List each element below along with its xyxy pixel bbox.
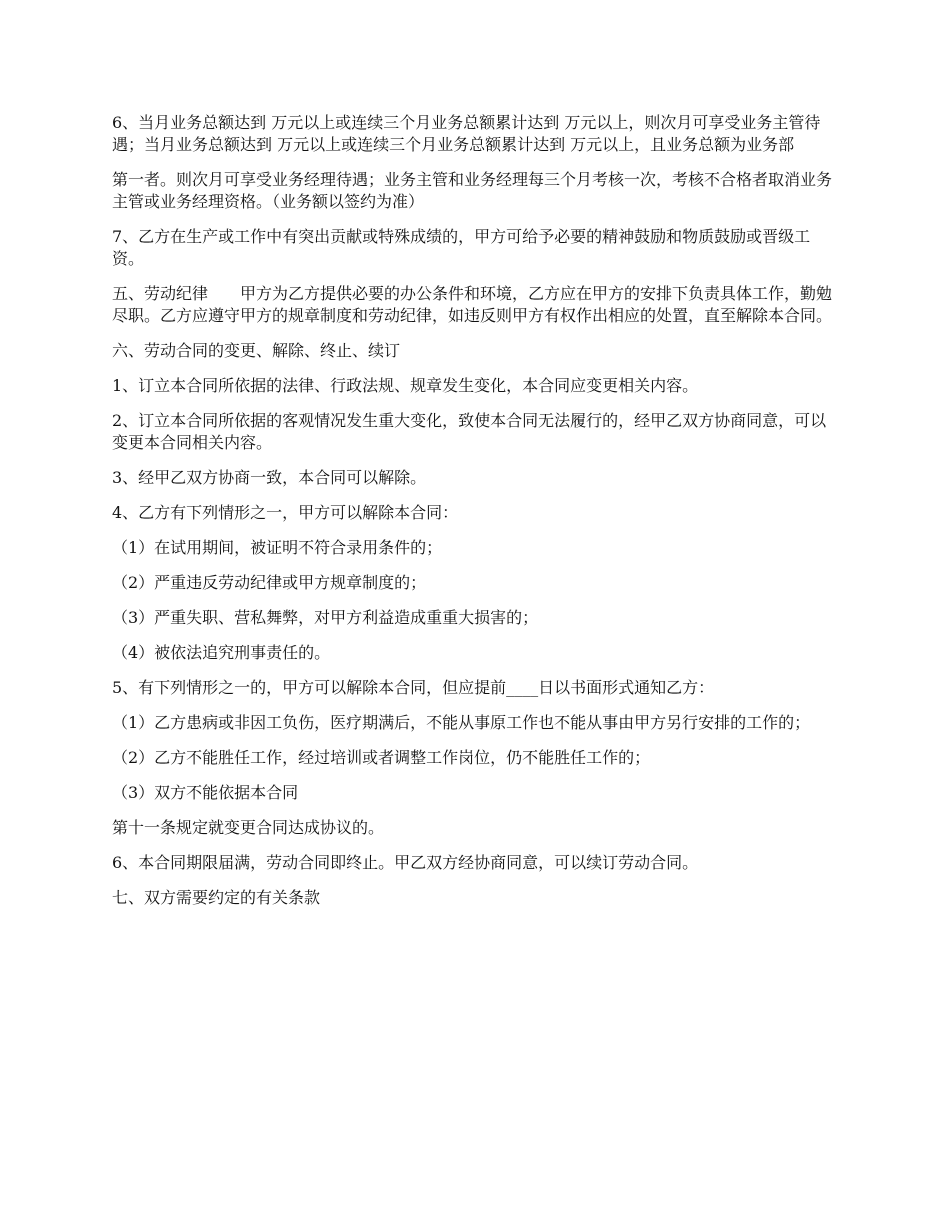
paragraph-article-11: 第十一条规定就变更合同达成协议的。 [112, 818, 385, 837]
paragraph-business-supervisor: 6、当月业务总额达到 万元以上或连续三个月业务总额累计达到 万元以上，则次月可享受业务主管待遇；当月业务总额达到 万元以上或连续三个月业务总额累计达到 万元以上，且业务总额为业务部 [112, 113, 821, 154]
list-item-5-1: （1）乙方患病或非因工负伤，医疗期满后，不能从事原工作也不能从事由甲方另行安排的工作的； [112, 713, 811, 732]
list-item-4-1: （1）在试用期间，被证明不符合录用条件的； [112, 538, 443, 557]
paragraph-rewards: 7、乙方在生产或工作中有突出贡献或特殊成绩的，甲方可给予必要的精神鼓励和物质鼓励或晋级工资。 [112, 227, 811, 268]
section-heading-agreed-terms: 七、双方需要约定的有关条款 [112, 888, 321, 907]
paragraph-clause-4: 4、乙方有下列情形之一，甲方可以解除本合同： [112, 503, 459, 522]
list-item-4-4: （4）被依法追究刑事责任的。 [112, 643, 331, 662]
list-item-4-2: （2）严重违反劳动纪律或甲方规章制度的； [112, 573, 427, 592]
paragraph-clause-6: 6、本合同期限届满，劳动合同即终止。甲乙双方经协商同意，可以续订劳动合同。 [112, 853, 699, 872]
paragraph-business-manager: 第一者。则次月可享受业务经理待遇；业务主管和业务经理每三个月考核一次，考核不合格者取消业务主管或业务经理资格。（业务额以签约为准） [112, 170, 833, 211]
paragraph-clause-2: 2、订立本合同所依据的客观情况发生重大变化，致使本合同无法履行的，经甲乙双方协商同意，可以变更本合同相关内容。 [112, 411, 827, 452]
list-item-5-2: （2）乙方不能胜任工作，经过培训或者调整工作岗位，仍不能胜任工作的； [112, 748, 651, 767]
document-page [112, 112, 842, 922]
list-item-5-3: （3）双方不能依据本合同 [112, 783, 299, 802]
list-item-4-3: （3）严重失职、营私舞弊，对甲方利益造成重重大损害的； [112, 608, 539, 627]
paragraph-clause-3: 3、经甲乙双方协商一致，本合同可以解除。 [112, 468, 427, 487]
paragraph-labor-discipline: 五、劳动纪律 甲方为乙方提供必要的办公条件和环境，乙方应在甲方的安排下负责具体工作，勤勉尽职。乙方应遵守甲方的规章制度和劳动纪律，如违反则甲方有权作出相应的处置，直至解除本合同。 [112, 284, 833, 325]
section-heading-contract-changes: 六、劳动合同的变更、解除、终止、续订 [112, 341, 401, 360]
paragraph-clause-1: 1、订立本合同所依据的法律、行政法规、规章发生变化，本合同应变更相关内容。 [112, 376, 699, 395]
paragraph-clause-5: 5、有下列情形之一的，甲方可以解除本合同，但应提前____日以书面形式通知乙方： [112, 678, 715, 697]
